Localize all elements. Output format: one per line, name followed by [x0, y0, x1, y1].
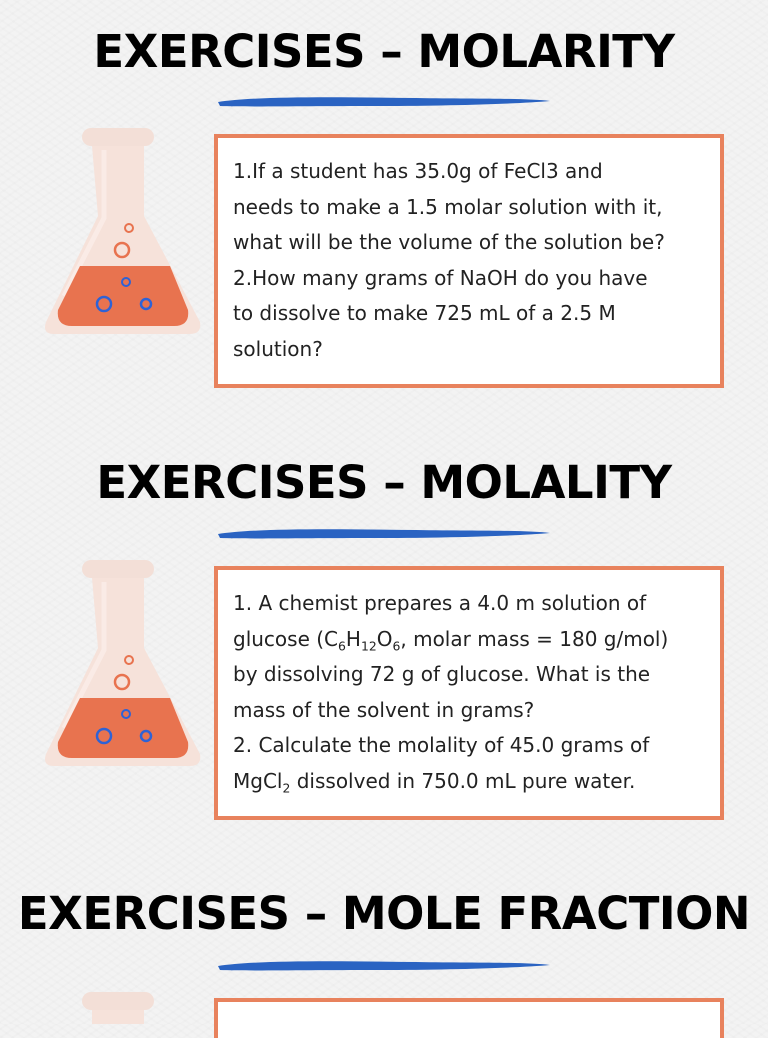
exercise-line: 2.How many grams of NaOH do you have: [233, 265, 648, 290]
brush-stroke: [216, 526, 552, 542]
section-title: EXERCISES – MOLE FRACTION: [17, 887, 751, 940]
section-title: EXERCISES – MOLARITY: [93, 25, 675, 78]
flask-icon: [42, 126, 208, 340]
exercise-line: by dissolving 72 g of glucose. What is the: [233, 662, 651, 686]
flask-icon: [42, 990, 208, 1024]
brush-stroke: [216, 958, 552, 974]
exercise-box: [214, 566, 724, 820]
exercise-line: mass of the solvent in grams?: [233, 697, 535, 722]
flask-icon: [42, 558, 208, 772]
exercise-line: solution?: [233, 336, 323, 361]
exercise-line: 2. Calculate the molality of 45.0 grams of: [233, 733, 650, 757]
exercise-line: MgCl$_2$ dissolved in 750.0 mL pure water.: [233, 768, 636, 795]
brush-stroke: [216, 94, 552, 110]
exercise-box: [214, 998, 724, 1038]
exercise-line: glucose ($C_6H_{12}O_6$, molar mass = 180 g/mol): [233, 626, 669, 653]
exercise-line: 1. A chemist prepares a 4.0 m solution of: [233, 591, 647, 615]
exercise-box: [214, 134, 724, 388]
exercise-line: what will be the volume of the solution be?: [233, 230, 665, 254]
exercise-line: 1.If a student has 35.0g of FeCl3 and: [233, 159, 603, 183]
exercise-line: to dissolve to make 725 mL of a 2.5 M: [233, 301, 616, 325]
exercise-line: needs to make a 1.5 molar solution with it,: [233, 194, 663, 219]
section-title: EXERCISES – MOLALITY: [96, 456, 672, 509]
